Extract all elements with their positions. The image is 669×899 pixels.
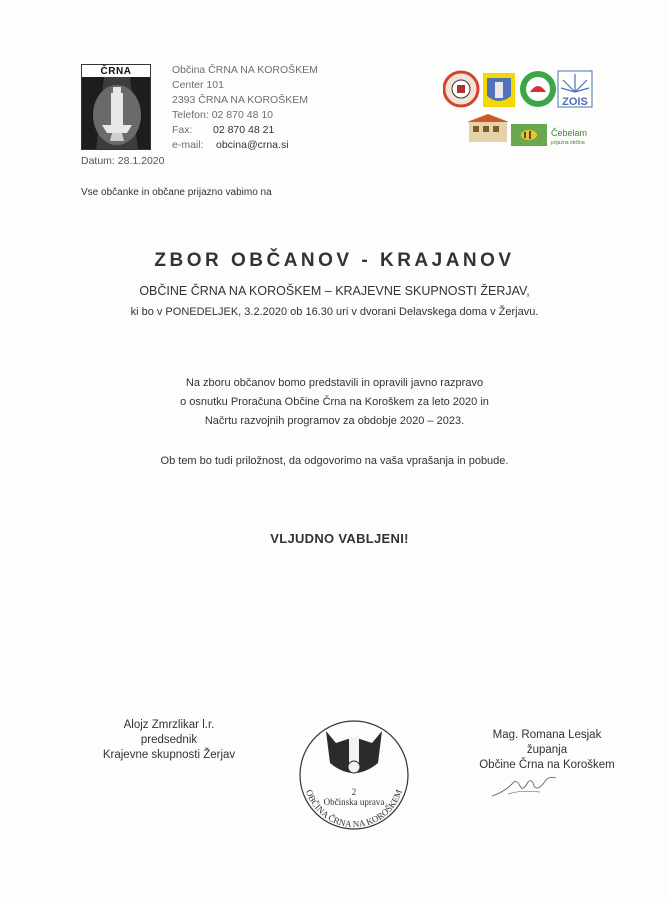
zois-label: ZOIS — [562, 96, 588, 108]
document-title: ZBOR OBČANOV - KRAJANOV — [154, 250, 515, 271]
stamp-number: 2 — [351, 787, 357, 797]
crest-icon — [483, 73, 515, 107]
fire-brigade-icon — [444, 72, 478, 106]
bee-icon — [511, 124, 547, 146]
signatory-role: predsednik — [140, 734, 198, 746]
cebelam-label: Čebelam — [551, 128, 588, 138]
signature-left — [79, 718, 259, 763]
handwritten-signature — [490, 770, 560, 800]
signatory-name: Alojz Zmrzlikar l.r. — [123, 719, 215, 731]
document-subtitle: OBČINE ČRNA NA KOROŠKEM – KRAJEVNE SKUPNOSTI ŽERJAV, — [139, 284, 530, 298]
closing-text: VLJUDNO VABLJENI! — [270, 531, 409, 546]
body-line-3: Načrtu razvojnih programov za obdobje 2020 – 2023. — [204, 415, 465, 427]
event-details: ki bo v PONEDELJEK, 3.2.2020 ob 16.30 uri v dvorani Delavskega doma v Žerjavu. — [130, 306, 539, 318]
cebelam-sub: prijazna občina — [551, 140, 585, 146]
official-stamp — [296, 719, 412, 833]
partner-logos — [443, 70, 603, 150]
signatory-org: Krajevne skupnosti Žerjav — [102, 749, 236, 761]
municipality-name: Občina ČRNA NA KOROŠKEM — [172, 64, 318, 76]
email-label: e-mail: — [172, 139, 204, 151]
stamp-bottom-text: OBČINA ČRNA NA KOROŠKEM — [304, 788, 405, 830]
body-line-2: o osnutku Proračuna Občine Črna na Koroškem za leto 2020 in — [180, 396, 489, 408]
municipality-address: Center 101 — [172, 79, 224, 91]
signatory-org: Občine Črna na Koroškem — [479, 759, 615, 771]
signatory-name: Mag. Romana Lesjak — [492, 729, 602, 741]
municipality-post: 2393 ČRNA NA KOROŠKEM — [172, 94, 308, 106]
municipality-telephone: Telefon: 02 870 48 10 — [172, 109, 274, 121]
email-value: obcina@crna.si — [216, 139, 289, 151]
intro-text: Vse občanke in občane prijazno vabimo na — [81, 187, 272, 198]
signatory-role: županja — [526, 744, 568, 756]
fax-value: 02 870 48 21 — [213, 124, 275, 136]
body-line-4: Ob tem bo tudi priložnost, da odgovorimo na vaša vprašanja in pobude. — [160, 455, 509, 467]
stamp-top-text: Občinska uprava — [323, 797, 385, 807]
green-circle-icon — [520, 71, 556, 107]
school-icon — [467, 114, 509, 142]
body-line-1: Na zboru občanov bomo predstavili in opravili javno razpravo — [185, 377, 484, 389]
fax-label: Fax: — [172, 124, 193, 136]
coat-of-arms-icon — [82, 77, 151, 150]
signature-right — [452, 728, 642, 773]
stamp-emblem-icon — [326, 731, 382, 773]
zois-icon — [558, 71, 592, 108]
municipality-logo — [81, 64, 151, 150]
document-date: Datum: 28.1.2020 — [81, 155, 165, 167]
logo-text: ČRNA — [100, 66, 132, 77]
